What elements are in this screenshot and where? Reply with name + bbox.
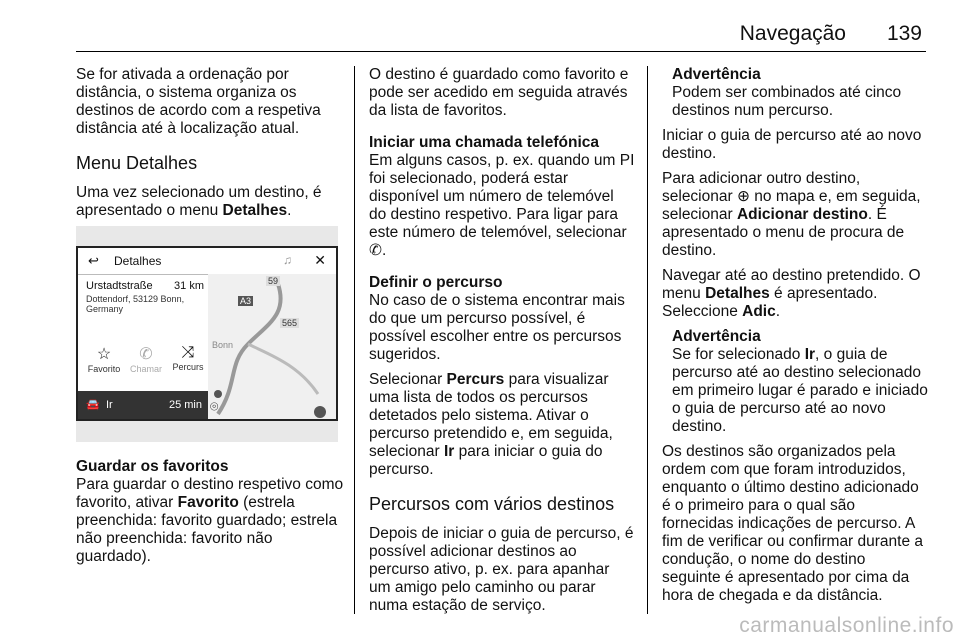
note-box bbox=[672, 66, 928, 120]
note-text bbox=[672, 346, 928, 436]
text: para iniciar o guia do percurso. bbox=[369, 443, 603, 478]
column-1-lower bbox=[76, 458, 344, 573]
paragraph bbox=[76, 184, 344, 220]
paragraph bbox=[76, 476, 344, 566]
column-3 bbox=[662, 66, 928, 612]
page-header bbox=[76, 22, 926, 50]
menu-term: Detalhes bbox=[222, 202, 288, 219]
menu-term: Ir bbox=[443, 443, 455, 460]
menu-term: Adicionar destino bbox=[736, 206, 868, 223]
note-box bbox=[672, 328, 928, 436]
note-heading: Advertência bbox=[672, 66, 761, 83]
text: Em alguns casos, p. ex. quando um PI foi selecionado, poderá estar disponível um número de telemóvel do destino respetivo. Para ligar para este número de telemóvel, selecionar bbox=[369, 152, 635, 241]
menu-term: Detalhes bbox=[705, 285, 770, 302]
phone-icon: ✆ bbox=[139, 346, 153, 363]
star-icon: ☆ bbox=[96, 346, 112, 363]
add-waypoint-icon: ⊕ bbox=[736, 188, 750, 205]
street-name: Urstadtstraße bbox=[86, 280, 153, 292]
column-divider bbox=[354, 66, 355, 614]
page-title: Navegação bbox=[739, 22, 846, 45]
road-label: 59 bbox=[268, 276, 279, 286]
section-heading: Percursos com vários destinos bbox=[369, 494, 615, 514]
road-label: 565 bbox=[282, 318, 298, 328]
text: . É apresentado o menu de procura de destino. bbox=[662, 206, 905, 259]
music-icon: ♫ bbox=[283, 253, 292, 267]
menu-term: Ir bbox=[804, 346, 816, 363]
subsection-heading: Iniciar uma chamada telefónica bbox=[369, 134, 600, 151]
section-heading: Menu Detalhes bbox=[76, 153, 198, 173]
button-label: Chamar bbox=[129, 364, 162, 374]
subsection-heading: Guardar os favoritos bbox=[76, 458, 229, 475]
go-label: Ir bbox=[106, 399, 113, 411]
screen-title: Detalhes bbox=[114, 254, 162, 268]
map-label: Bonn bbox=[212, 340, 234, 350]
routes-icon: ⤨ bbox=[181, 344, 195, 361]
button-label: Percurs bbox=[172, 362, 204, 372]
favorite-button[interactable] bbox=[84, 344, 124, 374]
infotainment-screen bbox=[76, 246, 338, 421]
text: Navegar até ao destino pretendido. O menu bbox=[662, 267, 921, 302]
car-icon: 🚘 bbox=[86, 399, 100, 411]
paragraph: Os destinos são organizados pela ordem com que foram introduzidos, enquanto o último destino adicionado é o primeiro para o qual são fornecidas indicações de percurso. A fim de verificar ou confirmar durante a condução, o nome do destino seguinte é apresentado por cima da hora de chegada e da distância. bbox=[662, 443, 924, 604]
paragraph: Depois de iniciar o guia de percurso, é possível adicionar destinos ao percurso ativo, p. ex. para apanhar um amigo pelo caminho ou parar numa estação de serviço. bbox=[369, 525, 634, 614]
menu-term: Adic bbox=[742, 303, 776, 320]
text: no mapa e, em seguida, selecionar bbox=[662, 188, 921, 223]
column-2 bbox=[369, 66, 635, 622]
details-screenshot bbox=[76, 226, 338, 442]
go-button[interactable] bbox=[78, 391, 208, 419]
text: Para adicionar outro destino, selecionar bbox=[662, 170, 861, 205]
menu-term: Favorito bbox=[177, 494, 239, 511]
column-divider bbox=[647, 66, 648, 614]
menu-term: Percurs bbox=[446, 371, 505, 388]
address: Dottendorf, 53129 Bonn, Germany bbox=[86, 294, 185, 314]
distance: 31 km bbox=[174, 280, 204, 292]
paragraph: O destino é guardado como favorito e pode ser acedido em seguida através da lista de favoritos. bbox=[369, 66, 629, 119]
column-1 bbox=[76, 66, 344, 227]
text: é apresentado. Seleccione bbox=[662, 285, 878, 320]
action-buttons bbox=[84, 344, 206, 384]
text: Para guardar o destino respetivo como favorito, ativar bbox=[76, 476, 344, 511]
text: Selecionar bbox=[369, 371, 447, 388]
page-number: 139 bbox=[886, 22, 922, 45]
text: Se for selecionado bbox=[672, 346, 805, 363]
text: para visualizar uma lista de todos os percursos detetados pelo sistema. Ativar o percurso pretendido e, em seguida, selecionar bbox=[369, 371, 613, 460]
paragraph: Se for ativada a ordenação por distância, o sistema organiza os destinos de acordo com a respetiva distância até à localização atual. bbox=[76, 66, 321, 137]
note-text: Podem ser combinados até cinco destinos num percurso. bbox=[672, 84, 902, 119]
watermark: carmanualsonline.info bbox=[739, 614, 954, 637]
paragraph: Iniciar o guia de percurso até ao novo destino. bbox=[662, 127, 922, 162]
text: Uma vez selecionado um destino, é apresentado o menu bbox=[76, 184, 322, 219]
text: (estrela preenchida: favorito guardado; estrela não preenchida: favorito não guardado). bbox=[76, 494, 338, 565]
paragraph bbox=[369, 371, 635, 479]
text: . bbox=[775, 303, 781, 320]
close-icon: ✕ bbox=[314, 252, 326, 268]
paragraph: No caso de o sistema encontrar mais do que um percurso possível, é possível escolher entre os percursos sugeridos. bbox=[369, 292, 625, 363]
paragraph bbox=[662, 267, 928, 321]
screen-titlebar bbox=[78, 248, 336, 275]
button-label: Favorito bbox=[87, 364, 121, 374]
call-button[interactable] bbox=[126, 344, 166, 374]
header-rule bbox=[76, 51, 926, 52]
travel-time: 25 min bbox=[168, 399, 202, 411]
routes-button[interactable] bbox=[168, 344, 208, 372]
subsection-heading: Definir o percurso bbox=[369, 274, 503, 291]
back-icon: ↩ bbox=[88, 253, 99, 268]
note-heading: Advertência bbox=[672, 328, 761, 345]
phone-icon: ✆. bbox=[369, 242, 387, 259]
route-map[interactable] bbox=[208, 274, 336, 419]
road-label: A3 bbox=[240, 296, 252, 306]
paragraph bbox=[369, 152, 635, 260]
location-pin-icon[interactable]: ⌾ bbox=[210, 398, 219, 414]
text: , o guia de percurso até ao destino selecionado em primeiro lugar é parado e iniciado o guia de percurso até ao novo destino. bbox=[672, 346, 928, 435]
destination-info bbox=[86, 280, 204, 314]
paragraph bbox=[662, 170, 928, 260]
text: . bbox=[287, 202, 292, 219]
